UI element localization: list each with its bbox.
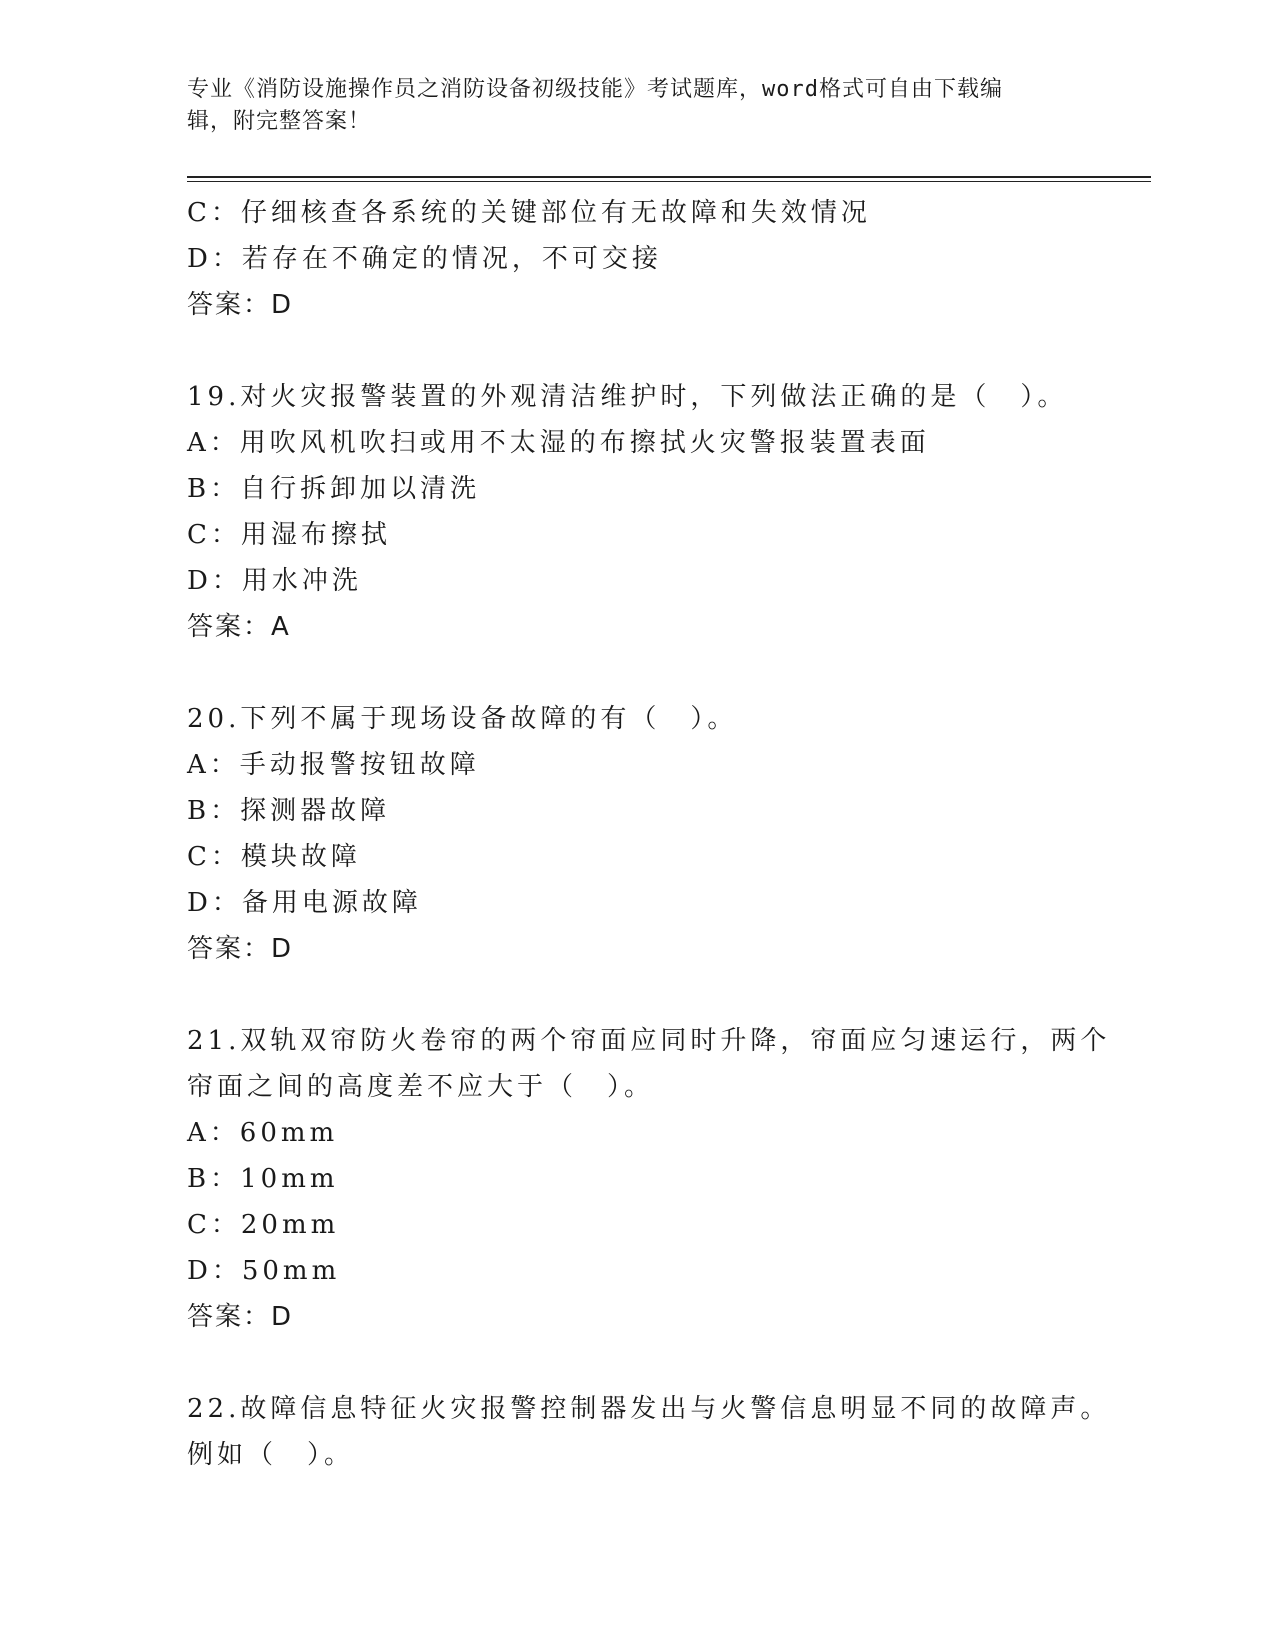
- option-d: D：备用电源故障: [187, 888, 422, 918]
- question-20: [187, 696, 1087, 972]
- answer: 答案：A: [187, 612, 291, 642]
- question-text-line-2: 例如（ ）。: [187, 1440, 355, 1470]
- option-b: B：自行拆卸加以清洗: [187, 474, 481, 504]
- header-line-1: 专业《消防设施操作员之消防设备初级技能》考试题库，word格式可自由下载编: [187, 77, 1003, 102]
- option-c: C：20mm: [187, 1210, 340, 1240]
- header-line-2: 辑，附完整答案！: [187, 109, 372, 134]
- option-c: C：仔细核查各系统的关键部位有无故障和失效情况: [187, 198, 871, 228]
- question-text: 20.下列不属于现场设备故障的有（ ）。: [187, 704, 738, 734]
- option-c: C：用湿布擦拭: [187, 520, 391, 550]
- question-text: 19.对火灾报警装置的外观清洁维护时，下列做法正确的是（ ）。: [187, 382, 1068, 412]
- question-content: [187, 190, 1111, 1478]
- header-divider-thin: [187, 181, 1151, 182]
- question-19: [187, 374, 1087, 650]
- header-divider-thick: [187, 176, 1151, 178]
- answer: 答案：D: [187, 290, 294, 320]
- question-22: [187, 1386, 1111, 1478]
- option-a: A：用吹风机吹扫或用不太湿的布擦拭火灾警报装置表面: [187, 428, 930, 458]
- option-a: A：手动报警按钮故障: [187, 750, 480, 780]
- question-21: [187, 1018, 1111, 1340]
- option-d: D：50mm: [187, 1256, 341, 1286]
- option-d: D：若存在不确定的情况，不可交接: [187, 244, 662, 274]
- option-b: B：10mm: [187, 1164, 339, 1194]
- option-c: C：模块故障: [187, 842, 361, 872]
- answer: 答案：D: [187, 1302, 294, 1332]
- option-d: D：用水冲洗: [187, 566, 362, 596]
- question-text-line-1: 22.故障信息特征火灾报警控制器发出与火警信息明显不同的故障声。: [187, 1394, 1111, 1424]
- option-a: A：60mm: [187, 1118, 339, 1148]
- question-text-line-1: 21.双轨双帘防火卷帘的两个帘面应同时升降，帘面应匀速运行，两个: [187, 1026, 1111, 1056]
- option-b: B：探测器故障: [187, 796, 391, 826]
- document-header: [187, 74, 1087, 138]
- question-text-line-2: 帘面之间的高度差不应大于（ ）。: [187, 1072, 655, 1102]
- answer: 答案：D: [187, 934, 294, 964]
